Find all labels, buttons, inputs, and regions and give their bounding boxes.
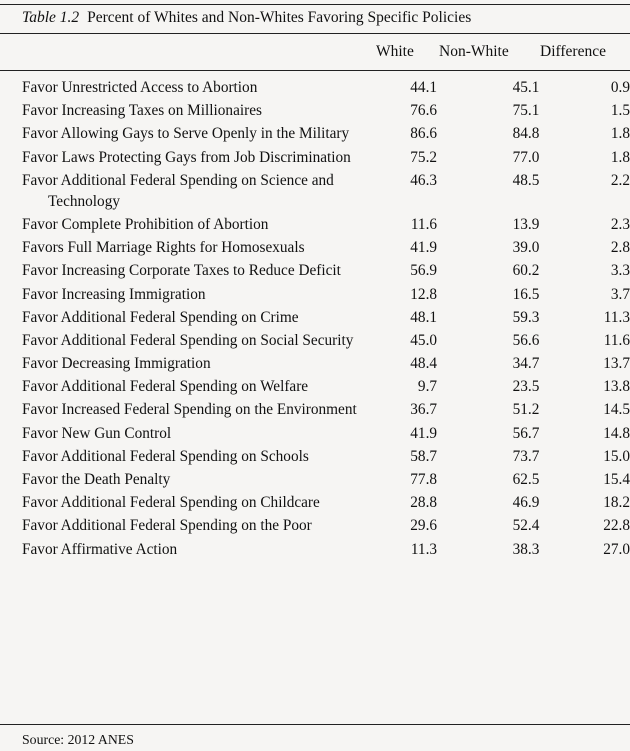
table-row bbox=[22, 170, 630, 214]
difference-value-cell: 14.5 bbox=[603, 401, 630, 419]
bottom-rule bbox=[0, 724, 630, 725]
white-value-cell: 46.3 bbox=[410, 171, 438, 189]
table-row bbox=[22, 100, 630, 123]
table-row bbox=[22, 77, 630, 100]
difference-value-cell: 0.9 bbox=[610, 79, 630, 96]
white-value-cell: 29.6 bbox=[410, 517, 438, 535]
policy-cell: Favor Laws Protecting Gays from Job Discrimination bbox=[22, 148, 351, 166]
policy-cell: Favor Additional Federal Spending on Science and Technology bbox=[22, 171, 334, 210]
table-row bbox=[22, 330, 630, 353]
table-caption bbox=[22, 8, 471, 28]
policy-cell: Favor Increasing Corporate Taxes to Reduce Deficit bbox=[22, 262, 341, 280]
nonwhite-value-cell: 62.5 bbox=[512, 471, 540, 488]
table-row bbox=[22, 284, 630, 307]
nonwhite-value-cell: 34.7 bbox=[512, 355, 540, 373]
white-value-cell: 76.6 bbox=[410, 102, 438, 120]
white-value-cell: 58.7 bbox=[410, 447, 438, 465]
difference-value-cell: 2.3 bbox=[610, 215, 630, 233]
nonwhite-value-cell: 38.3 bbox=[512, 540, 540, 558]
white-value-cell: 11.3 bbox=[410, 540, 438, 558]
difference-value-cell: 1.8 bbox=[610, 148, 630, 166]
policy-cell: Favor New Gun Control bbox=[22, 424, 172, 442]
difference-value-cell: 3.7 bbox=[610, 285, 630, 303]
white-value-cell: 48.4 bbox=[410, 355, 438, 373]
table-row bbox=[22, 237, 630, 260]
table-row bbox=[22, 423, 630, 446]
column-header-difference: Difference bbox=[540, 43, 606, 60]
policy-cell: Favor Unrestricted Access to Abortion bbox=[22, 79, 258, 96]
policy-cell: Favor Additional Federal Spending on the Poor bbox=[22, 517, 312, 535]
white-value-cell: 9.7 bbox=[417, 378, 438, 396]
white-value-cell: 28.8 bbox=[410, 494, 438, 512]
nonwhite-value-cell: 73.7 bbox=[512, 447, 540, 465]
white-value-cell: 11.6 bbox=[410, 215, 438, 233]
nonwhite-value-cell: 75.1 bbox=[512, 102, 540, 120]
white-value-cell: 56.9 bbox=[410, 262, 438, 280]
difference-value-cell: 13.8 bbox=[603, 378, 630, 396]
difference-value-cell: 18.2 bbox=[603, 494, 630, 512]
table-row bbox=[22, 214, 630, 237]
nonwhite-value-cell: 13.9 bbox=[512, 215, 540, 233]
difference-value-cell: 2.8 bbox=[610, 239, 630, 257]
difference-value-cell: 27.0 bbox=[603, 540, 630, 558]
white-value-cell: 41.9 bbox=[410, 239, 438, 257]
column-header-nonwhite: Non-White bbox=[439, 43, 509, 60]
nonwhite-value-cell: 16.5 bbox=[512, 285, 540, 303]
column-header-white: White bbox=[376, 43, 414, 60]
table-row bbox=[22, 147, 630, 170]
table-row bbox=[22, 446, 630, 469]
difference-value-cell: 13.7 bbox=[603, 355, 630, 373]
nonwhite-value-cell: 60.2 bbox=[512, 262, 540, 280]
policy-cell: Favor Additional Federal Spending on Social Security bbox=[22, 331, 354, 349]
table-source: Source: 2012 ANES bbox=[22, 732, 134, 747]
table-row bbox=[22, 469, 630, 492]
difference-value-cell: 1.8 bbox=[610, 125, 630, 143]
white-value-cell: 44.1 bbox=[410, 79, 438, 96]
white-value-cell: 75.2 bbox=[410, 148, 438, 166]
policy-cell: Favor Additional Federal Spending on Childcare bbox=[22, 494, 320, 512]
difference-value-cell: 11.6 bbox=[603, 331, 630, 349]
difference-value-cell: 15.0 bbox=[603, 447, 630, 465]
difference-value-cell: 22.8 bbox=[603, 517, 630, 535]
policy-cell: Favor Increased Federal Spending on the Environment bbox=[22, 401, 357, 419]
header-rule bbox=[0, 70, 630, 71]
table-row bbox=[22, 515, 630, 538]
nonwhite-value-cell: 51.2 bbox=[512, 401, 540, 419]
white-value-cell: 36.7 bbox=[410, 401, 438, 419]
nonwhite-value-cell: 59.3 bbox=[512, 308, 540, 326]
table-row bbox=[22, 376, 630, 399]
white-value-cell: 77.8 bbox=[410, 471, 438, 488]
policy-cell: Favor Additional Federal Spending on Schools bbox=[22, 447, 309, 465]
nonwhite-value-cell: 48.5 bbox=[512, 171, 540, 189]
white-value-cell: 48.1 bbox=[410, 308, 438, 326]
nonwhite-value-cell: 46.9 bbox=[512, 494, 540, 512]
table-row bbox=[22, 307, 630, 330]
difference-value-cell: 3.3 bbox=[610, 262, 630, 280]
nonwhite-value-cell: 56.6 bbox=[512, 331, 540, 349]
nonwhite-value-cell: 52.4 bbox=[512, 517, 540, 535]
table-row bbox=[22, 492, 630, 515]
white-value-cell: 86.6 bbox=[410, 125, 438, 143]
table-row bbox=[22, 539, 630, 562]
table-title: Percent of Whites and Non-Whites Favoring Specific Policies bbox=[87, 9, 472, 26]
table-label: Table 1.2 bbox=[22, 9, 80, 26]
nonwhite-value-cell: 84.8 bbox=[512, 125, 540, 143]
policy-cell: Favor Decreasing Immigration bbox=[22, 355, 211, 373]
top-rule bbox=[0, 4, 630, 5]
nonwhite-value-cell: 77.0 bbox=[512, 148, 540, 166]
policy-cell: Favor Additional Federal Spending on Welfare bbox=[22, 378, 309, 396]
table-row bbox=[22, 260, 630, 283]
policy-cell: Favor the Death Penalty bbox=[22, 471, 171, 488]
policy-cell: Favor Increasing Immigration bbox=[22, 285, 206, 303]
nonwhite-value-cell: 56.7 bbox=[512, 424, 540, 442]
nonwhite-value-cell: 45.1 bbox=[512, 79, 540, 96]
policy-cell: Favor Additional Federal Spending on Crime bbox=[22, 308, 299, 326]
policy-table bbox=[22, 77, 630, 562]
policy-cell: Favor Affirmative Action bbox=[22, 540, 178, 558]
policy-cell: Favor Increasing Taxes on Millionaires bbox=[22, 102, 262, 120]
policy-cell: Favor Allowing Gays to Serve Openly in the Military bbox=[22, 125, 350, 143]
difference-value-cell: 15.4 bbox=[603, 471, 630, 488]
white-value-cell: 12.8 bbox=[410, 285, 438, 303]
table-row bbox=[22, 353, 630, 376]
white-value-cell: 45.0 bbox=[410, 331, 438, 349]
difference-value-cell: 2.2 bbox=[610, 171, 630, 189]
difference-value-cell: 11.3 bbox=[603, 308, 630, 326]
nonwhite-value-cell: 23.5 bbox=[512, 378, 540, 396]
caption-rule bbox=[0, 33, 630, 34]
table-row bbox=[22, 123, 630, 146]
white-value-cell: 41.9 bbox=[410, 424, 438, 442]
difference-value-cell: 14.8 bbox=[603, 424, 630, 442]
difference-value-cell: 1.5 bbox=[610, 102, 630, 120]
nonwhite-value-cell: 39.0 bbox=[512, 239, 540, 257]
policy-cell: Favors Full Marriage Rights for Homosexuals bbox=[22, 239, 305, 257]
table-row bbox=[22, 399, 630, 422]
policy-cell: Favor Complete Prohibition of Abortion bbox=[22, 215, 269, 233]
